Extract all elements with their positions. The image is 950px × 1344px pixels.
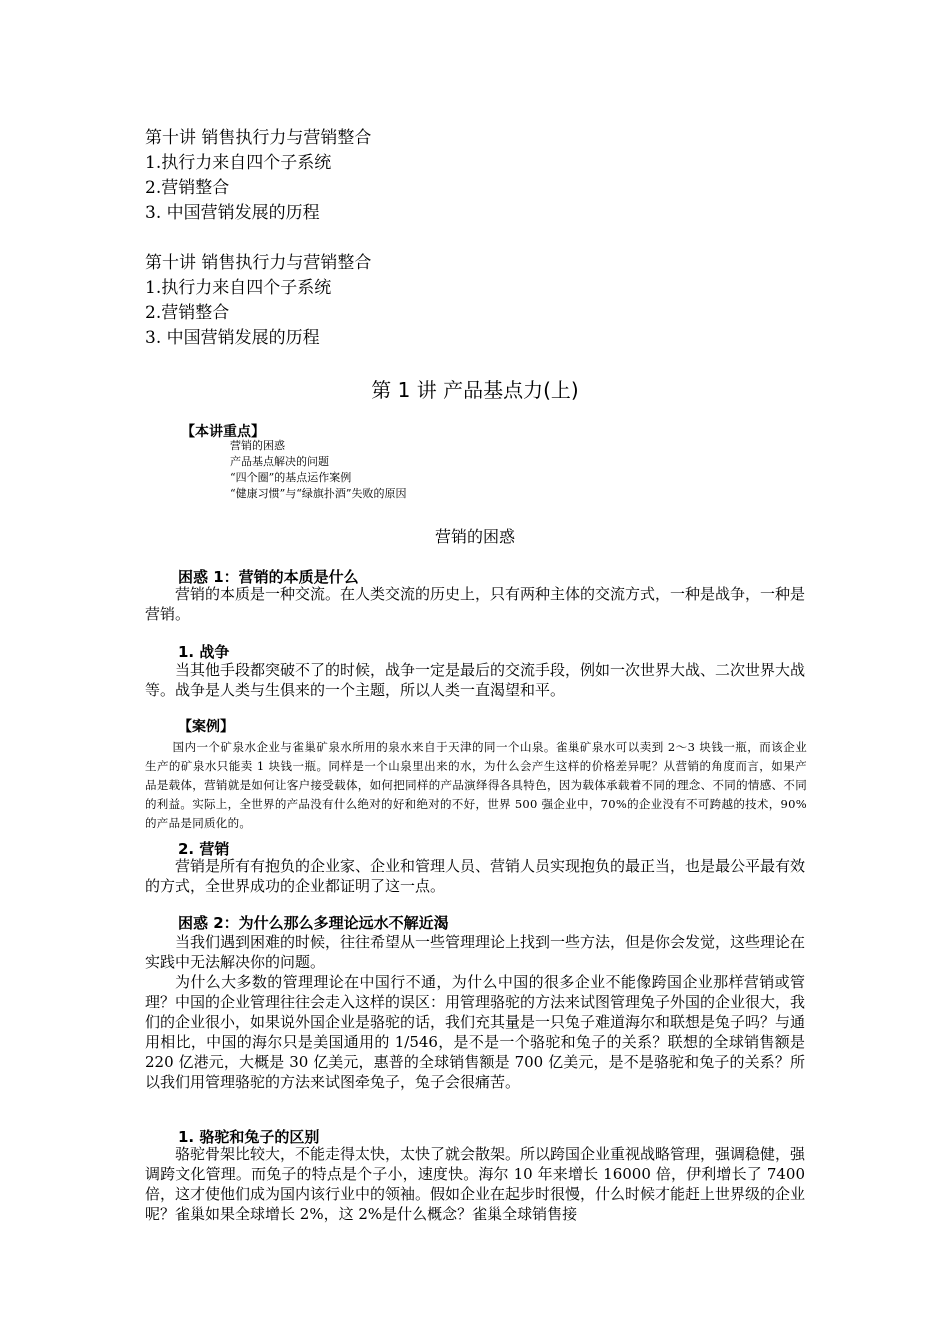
keypoints-list bbox=[230, 438, 407, 502]
case-heading: 【案例】 bbox=[178, 719, 234, 735]
outline-title: 第十讲 销售执行力与营销整合 bbox=[145, 128, 372, 148]
heading-war: 1. 战争 bbox=[178, 643, 230, 661]
paragraph-confusion-1 bbox=[145, 584, 805, 624]
outline-block-1 bbox=[145, 126, 371, 226]
heading-marketing: 2. 营销 bbox=[178, 840, 230, 858]
outline-item: 2.营销整合 bbox=[145, 303, 230, 323]
paragraph-text: 营销的本质是一种交流。在人类交流的历史上，只有两种主体的交流方式，一种是战争，一种是营销。 bbox=[145, 585, 806, 623]
paragraph-text: 为什么大多数的管理理论在中国行不通，为什么中国的很多企业不能像跨国企业那样营销或管理？中国的企业管理往往会走入这样的误区：用管理骆驼的方法来试图管理兔子外国的企业很大，我们的企业很小，如果说外国企业是骆驼的话，我们充其量是一只兔子难道海尔和联想是兔子吗？与通用相比，中国的海尔只是美国通用的 1/546，是不是一个骆驼和兔子的关系？联想的全球销售额是 220 亿港元，大概是 30 亿美元，惠普的全球销售额是 700 亿美元，是不是骆驼和兔子的关系？所以我们用管理骆驼的方法来试图牵兔子，兔子会很痛苦。 bbox=[145, 973, 806, 1091]
outline-title: 第十讲 销售执行力与营销整合 bbox=[145, 253, 372, 273]
case-body bbox=[145, 738, 807, 833]
lecture-title: 第 1 讲 产品基点力(上) bbox=[371, 378, 579, 402]
keypoint-item: “健康习惯”与“绿旗扑酒”失败的原因 bbox=[230, 487, 407, 500]
keypoint-item: 产品基点解决的问题 bbox=[230, 455, 329, 468]
section-title: 营销的困惑 bbox=[434, 527, 515, 546]
outline-item: 3. 中国营销发展的历程 bbox=[145, 203, 320, 223]
heading-confusion-1: 困惑 1：营销的本质是什么 bbox=[178, 568, 359, 586]
outline-item: 1.执行力来自四个子系统 bbox=[145, 153, 332, 173]
paragraph-confusion-2 bbox=[145, 932, 805, 1092]
paragraph-text: 当我们遇到困难的时候，往往希望从一些管理理论上找到一些方法，但是你会发觉，这些理论在实践中无法解决你的问题。 bbox=[145, 933, 806, 971]
keypoint-item: “四个圈”的基点运作案例 bbox=[230, 471, 352, 484]
paragraph-marketing bbox=[145, 856, 805, 896]
paragraph-camel-rabbit bbox=[145, 1144, 805, 1224]
paragraph-text: 营销是所有有抱负的企业家、企业和管理人员、营销人员实现抱负的最正当，也是最公平最有效的方式，全世界成功的企业都证明了这一点。 bbox=[145, 857, 806, 895]
paragraph-text: 当其他手段都突破不了的时候，战争一定是最后的交流手段，例如一次世界大战、二次世界大战等。战争是人类与生俱来的一个主题，所以人类一直渴望和平。 bbox=[145, 661, 806, 699]
case-text: 国内一个矿泉水企业与雀巢矿泉水所用的泉水来自于天津的同一个山泉。雀巢矿泉水可以卖到 2～3 块钱一瓶，而该企业生产的矿泉水只能卖 1 块钱一瓶。同样是一个山泉里出来的水，为什么会产生这样的价格差异呢？从营销的角度而言，如果产品是载体，营销就是如何让客户接受载体，如何把同样的产品演绎得各具特色，因为载体承载着不同的理念、不同的情感、不同的利益。实际上，全世界的产品没有什么绝对的好和绝对的不好，世界 500 强企业中，70%的企业没有不可跨越的技术，90%的产品是同质化的。 bbox=[145, 740, 807, 830]
paragraph-war bbox=[145, 660, 805, 700]
paragraph-text: 骆驼骨架比较大，不能走得太快，太快了就会散架。所以跨国企业重视战略管理，强调稳健，强调跨文化管理。而兔子的特点是个子小，速度快。海尔 10 年来增长 16000 倍，伊利增长了 7400 倍，这才使他们成为国内该行业中的领袖。假如企业在起步时很慢，什么时候才能赶上世界级的企业呢？雀巢如果全球增长 2%，这 2%是什么概念？雀巢全球销售接 bbox=[145, 1145, 806, 1223]
heading-confusion-2: 困惑 2：为什么那么多理论远水不解近渴 bbox=[178, 914, 449, 932]
keypoint-item: 营销的困惑 bbox=[230, 439, 285, 452]
outline-item: 1.执行力来自四个子系统 bbox=[145, 278, 332, 298]
keypoints-heading: 【本讲重点】 bbox=[181, 424, 265, 440]
outline-item: 2.营销整合 bbox=[145, 178, 230, 198]
outline-item: 3. 中国营销发展的历程 bbox=[145, 328, 320, 348]
outline-block-2 bbox=[145, 251, 371, 351]
heading-camel-rabbit: 1. 骆驼和兔子的区别 bbox=[178, 1128, 320, 1146]
